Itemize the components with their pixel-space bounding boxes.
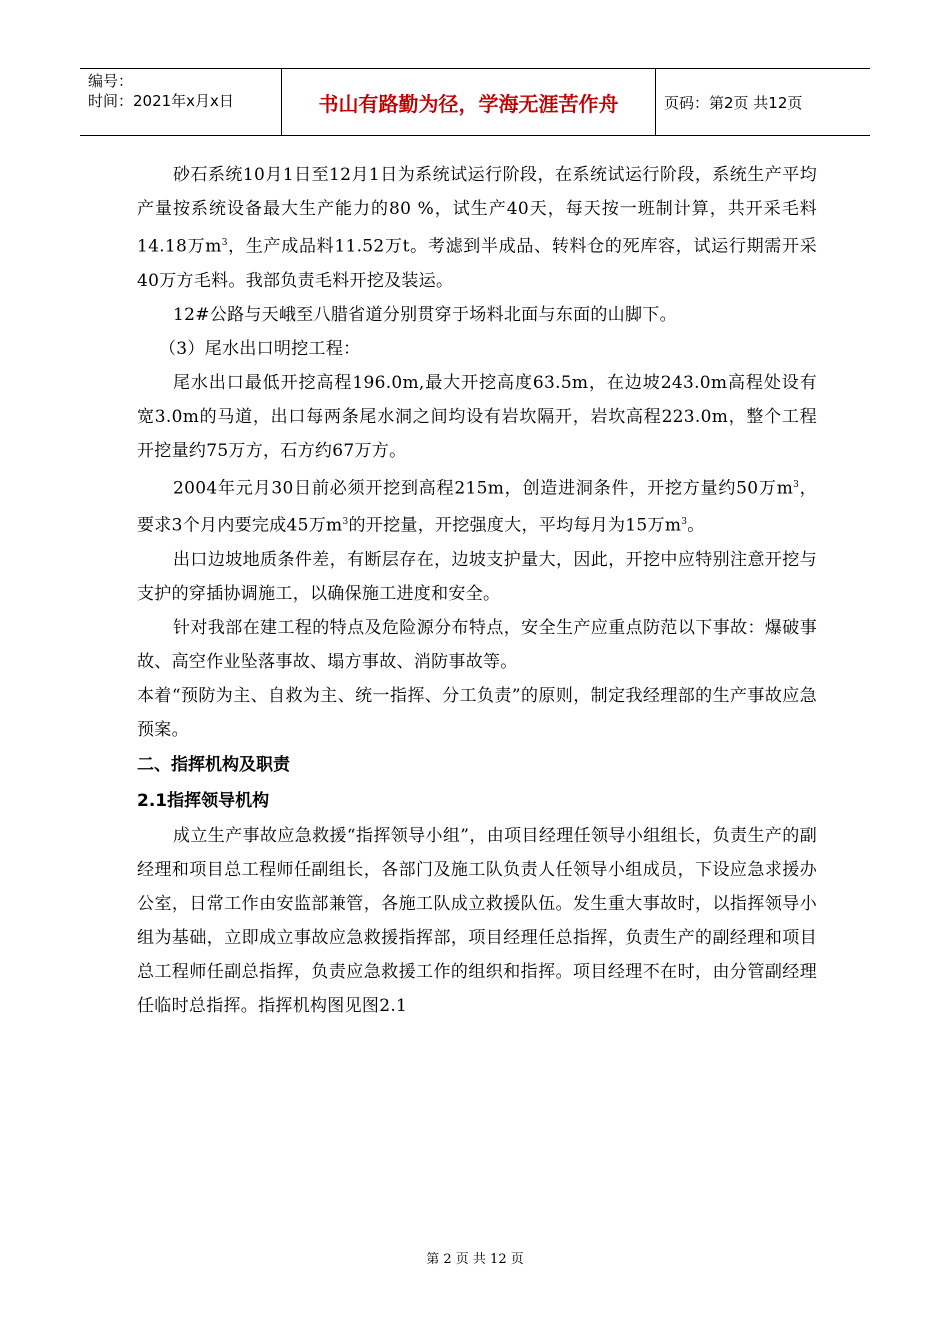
header-motto: 书山有路勤为径，学海无涯苦作舟: [282, 69, 656, 135]
paragraph-principles: 本着“预防为主、自救为主、统一指挥、分工负责”的原则，制定我经理部的生产事故应急预案。: [137, 685, 817, 740]
superscript: 3: [221, 238, 228, 248]
header-page-number: 页码：第2页 共12页: [664, 93, 803, 112]
page-footer: 第 2 页 共 12 页: [426, 1252, 524, 1267]
paragraph-text: 2004年元月30日前必须开挖到高程215m，创造进洞条件，开挖方量约50万m: [173, 478, 794, 499]
document-body: [137, 158, 817, 1023]
paragraph-text: 。: [687, 515, 705, 536]
paragraph-text: 的开挖量，开挖强度大，平均每月为15万m: [348, 515, 682, 536]
subsection-heading: 2.1指挥领导机构: [137, 790, 270, 811]
superscript: 3: [793, 479, 800, 490]
page-header: [80, 68, 870, 136]
paragraph-text: ，生产成品料11.52万t。考滤到半成品、转料仓的死库容，试运行期需开采40万方毛料。我部负责毛料开挖及装运。: [137, 236, 817, 291]
paragraph-geology: 出口边坡地质条件差，有断层存在，边坡支护量大，因此，开挖中应特别注意开挖与支护的穿插协调施工，以确保施工进度和安全。: [137, 549, 817, 604]
paragraph-gravel-system: [137, 158, 817, 298]
paragraph-hazards: 针对我部在建工程的特点及危险源分布特点，安全生产应重点防范以下事故：爆破事故、高空作业坠落事故、塌方事故、消防事故等。: [137, 617, 817, 672]
paragraph-text: ，要求3个月内要完成45万m: [137, 478, 817, 536]
paragraph-schedule: [137, 468, 817, 543]
paragraph-subheading: （3）尾水出口明挖工程：: [159, 338, 361, 359]
paragraph-command-organization: 成立生产事故应急救援“指挥领导小组”，由项目经理任领导小组组长，负责生产的副经理和项目总工程师任副组长，各部门及施工队负责人任领导小组成员，下设应急求援办公室，日常工作由安监部兼管，各施工队成立救援队伍。发生重大事故时，以指挥领导小组为基础，立即成立事故应急救援指挥部，项目经理任总指挥，负责生产的副经理和项目总工程师任副总指挥，负责应急救援工作的组织和指挥。项目经理不在时，由分管副经理任临时总指挥。指挥机构图见图2.1: [137, 825, 817, 1016]
document-number-label: 编号：: [88, 72, 134, 90]
document-time-label: 时间：2021年x月x日: [88, 92, 234, 110]
section-heading: 二、指挥机构及职责: [137, 754, 290, 775]
header-meta: [80, 69, 282, 135]
superscript: 3: [681, 517, 688, 528]
superscript: 3: [342, 517, 349, 528]
paragraph-tailwater: 尾水出口最低开挖高程196.0m,最大开挖高度63.5m，在边坡243.0m高程处设有宽3.0m的马道，出口每两条尾水洞之间均设有岩坎隔开，岩坎高程223.0m，整个工程开挖量约75万方，石方约67万方。: [137, 372, 817, 461]
paragraph-road: 12#公路与天峨至八腊省道分别贯穿于场料北面与东面的山脚下。: [173, 304, 677, 325]
paragraph-text: 砂石系统10月1日至12月1日为系统试运行阶段，在系统试运行阶段，系统生产平均产量按系统设备最大生产能力的80 %，试生产40天，每天按一班制计算，共开采毛料14.18万m: [137, 165, 817, 257]
